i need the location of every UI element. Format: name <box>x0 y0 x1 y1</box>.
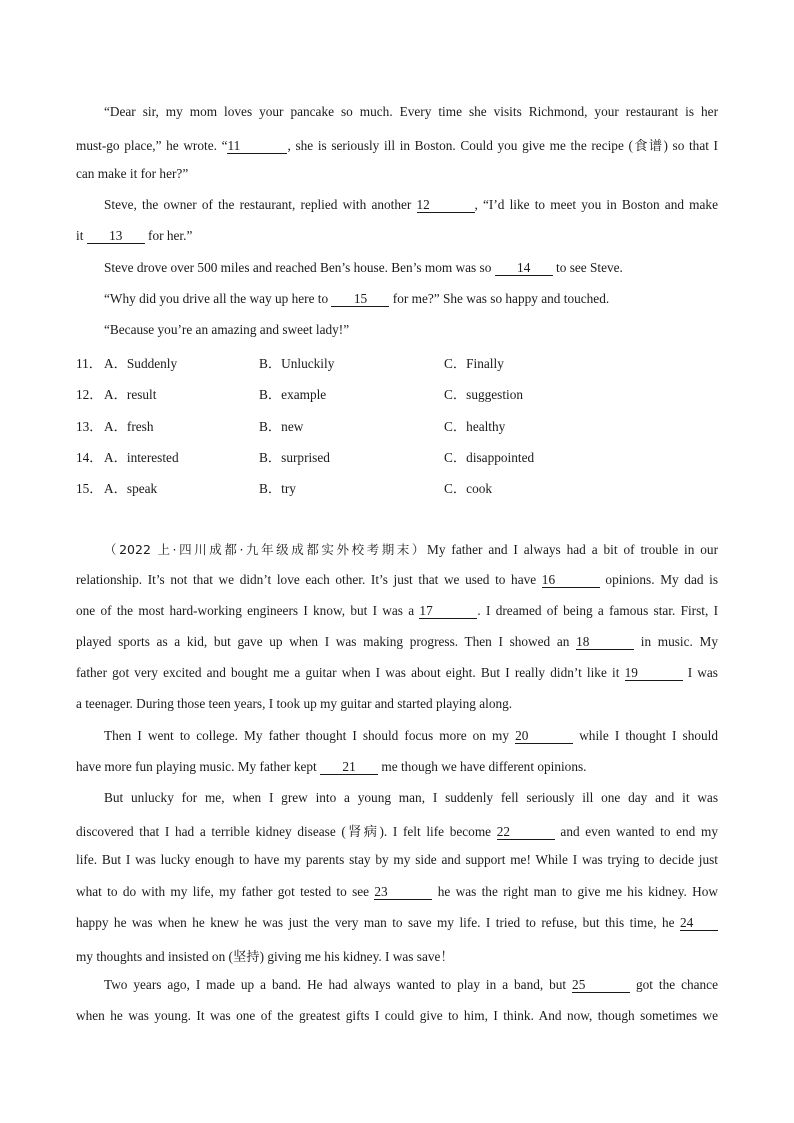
blank-21: 21 <box>320 760 378 775</box>
option-c: C．suggestion <box>444 387 524 402</box>
option-c: C．cook <box>444 481 493 496</box>
passage2-line <box>76 603 718 619</box>
option-b: B．surprised <box>259 450 330 465</box>
passage1-line <box>104 260 623 276</box>
passage2-line <box>76 572 718 588</box>
text-segment: discovered that I had a terrible kidney disease (肾病). I felt life become <box>76 824 497 839</box>
text-segment: must-go place,” he wrote. “ <box>76 138 228 153</box>
passage1-line <box>104 291 609 307</box>
text-segment: it <box>76 228 87 243</box>
text-segment: what to do with my life, my father got tested to see <box>76 884 375 899</box>
text-segment: a teenager. During those teen years, I took up my guitar and started playing along. <box>76 696 513 711</box>
text-segment: one of the most hard-working engineers I know, but I was a <box>76 603 420 618</box>
text-segment: to see Steve. <box>552 260 623 275</box>
text-segment: Steve, the owner of the restaurant, replied with another <box>104 197 417 212</box>
blank-25: 25 <box>572 978 630 993</box>
question-number: 13． <box>76 419 103 434</box>
text-segment: My father and I always had a bit of trouble in our <box>427 542 719 557</box>
passage2-line <box>104 540 718 558</box>
passage1-line <box>104 322 349 338</box>
passage2-line <box>76 1008 718 1024</box>
text-segment: when he was young. It was one of the greatest gifts I could give to him, I think. And now, though sometimes we <box>76 1008 718 1023</box>
blank-24: 24 <box>680 916 718 931</box>
text-segment: opinions. My dad is <box>599 572 718 587</box>
blank-17: 17 <box>419 604 477 619</box>
blank-23: 23 <box>374 885 432 900</box>
blank-19: 19 <box>625 666 683 681</box>
blank-22: 22 <box>497 825 555 840</box>
passage2-line <box>76 634 718 650</box>
text-segment: Steve drove over 500 miles and reached Ben’s house. Ben’s mom was so <box>104 260 495 275</box>
text-segment: Then I went to college. My father thought I should focus more on my <box>104 728 516 743</box>
passage1-line <box>104 104 718 120</box>
text-segment: , “I’d like to meet you in Boston and make <box>474 197 718 212</box>
passage2-line <box>76 759 586 775</box>
passage2-line <box>104 728 718 744</box>
text-segment: my thoughts and insisted on (坚持) giving me his kidney. I was save！ <box>76 949 454 964</box>
blank-18: 18 <box>576 635 634 650</box>
text-segment: have more fun playing music. My father kept <box>76 759 321 774</box>
option-b: B．example <box>259 387 327 402</box>
blank-11: 11 <box>227 139 287 154</box>
option-b: B．Unluckily <box>259 356 335 371</box>
passage1-line <box>76 228 192 244</box>
text-segment: “Because you’re an amazing and sweet lady!” <box>104 322 350 337</box>
option-b: B．new <box>259 419 304 434</box>
option-a: A．Suddenly <box>104 356 178 371</box>
blank-15: 15 <box>331 292 389 307</box>
text-segment: relationship. It’s not that we didn’t love each other. It’s just that we used to have <box>76 572 542 587</box>
text-segment: he was the right man to give me his kidney. How <box>432 884 718 899</box>
text-segment: can make it for her?” <box>76 166 189 181</box>
text-segment: me though we have different opinions. <box>378 759 587 774</box>
option-b: B．try <box>259 481 296 496</box>
passage2-line <box>104 977 718 993</box>
option-c: C．disappointed <box>444 450 535 465</box>
passage2-line <box>104 790 718 806</box>
text-segment: happy he was when he knew he was just the very man to save my life. I tried to refuse, but this time, he <box>76 915 680 930</box>
question-number: 14． <box>76 450 103 465</box>
text-segment: . I dreamed of being a famous star. First, I <box>477 603 718 618</box>
text-segment: life. But I was lucky enough to have my parents stay by my side and support me! While I was trying to decide just <box>76 852 718 867</box>
blank-20: 20 <box>515 729 573 744</box>
text-segment: “Why did you drive all the way up here to <box>104 291 332 306</box>
source-label: （2022 上·四川成都·九年级成都实外校考期末） <box>104 542 428 557</box>
question-number: 12． <box>76 387 103 402</box>
option-c: C．healthy <box>444 419 506 434</box>
text-segment: for me?” She was so happy and touched. <box>389 291 610 306</box>
passage2-line <box>76 696 512 712</box>
passage2-line <box>76 665 718 681</box>
passage2-line <box>76 884 718 900</box>
text-segment: for her.” <box>144 228 193 243</box>
option-a: A．speak <box>104 481 158 496</box>
passage2-line <box>76 852 718 868</box>
passage1-line <box>76 135 718 154</box>
text-segment: while I thought I should <box>573 728 718 743</box>
blank-16: 16 <box>542 573 600 588</box>
passage1-line <box>104 197 718 213</box>
passage2-line <box>76 946 454 965</box>
text-segment: Two years ago, I made up a band. He had always wanted to play in a band, but <box>104 977 573 992</box>
text-segment: in music. My <box>634 634 718 649</box>
option-a: A．interested <box>104 450 179 465</box>
text-segment: father got very excited and bought me a guitar when I was about eight. But I really didn’t like it <box>76 665 625 680</box>
passage2-line <box>76 915 718 931</box>
blank-13: 13 <box>87 229 145 244</box>
question-number: 15． <box>76 481 103 496</box>
text-segment: got the chance <box>630 977 718 992</box>
text-segment: and even wanted to end my <box>554 824 718 839</box>
passage2-line <box>76 821 718 840</box>
blank-14: 14 <box>495 261 553 276</box>
option-a: A．result <box>104 387 157 402</box>
blank-12: 12 <box>417 198 475 213</box>
text-segment: played sports as a kid, but gave up when I was making progress. Then I showed an <box>76 634 577 649</box>
text-segment: But unlucky for me, when I grew into a young man, I suddenly fell seriously ill one day and it was <box>104 790 718 805</box>
question-number: 11． <box>76 356 103 371</box>
text-segment: , she is seriously ill in Boston. Could you give me the recipe (食谱) so that I <box>287 138 718 153</box>
text-segment: “Dear sir, my mom loves your pancake so much. Every time she visits Richmond, your restaurant is her <box>104 104 718 119</box>
passage1-line <box>76 166 188 182</box>
text-segment: I was <box>682 665 718 680</box>
option-a: A．fresh <box>104 419 154 434</box>
option-c: C．Finally <box>444 356 504 371</box>
